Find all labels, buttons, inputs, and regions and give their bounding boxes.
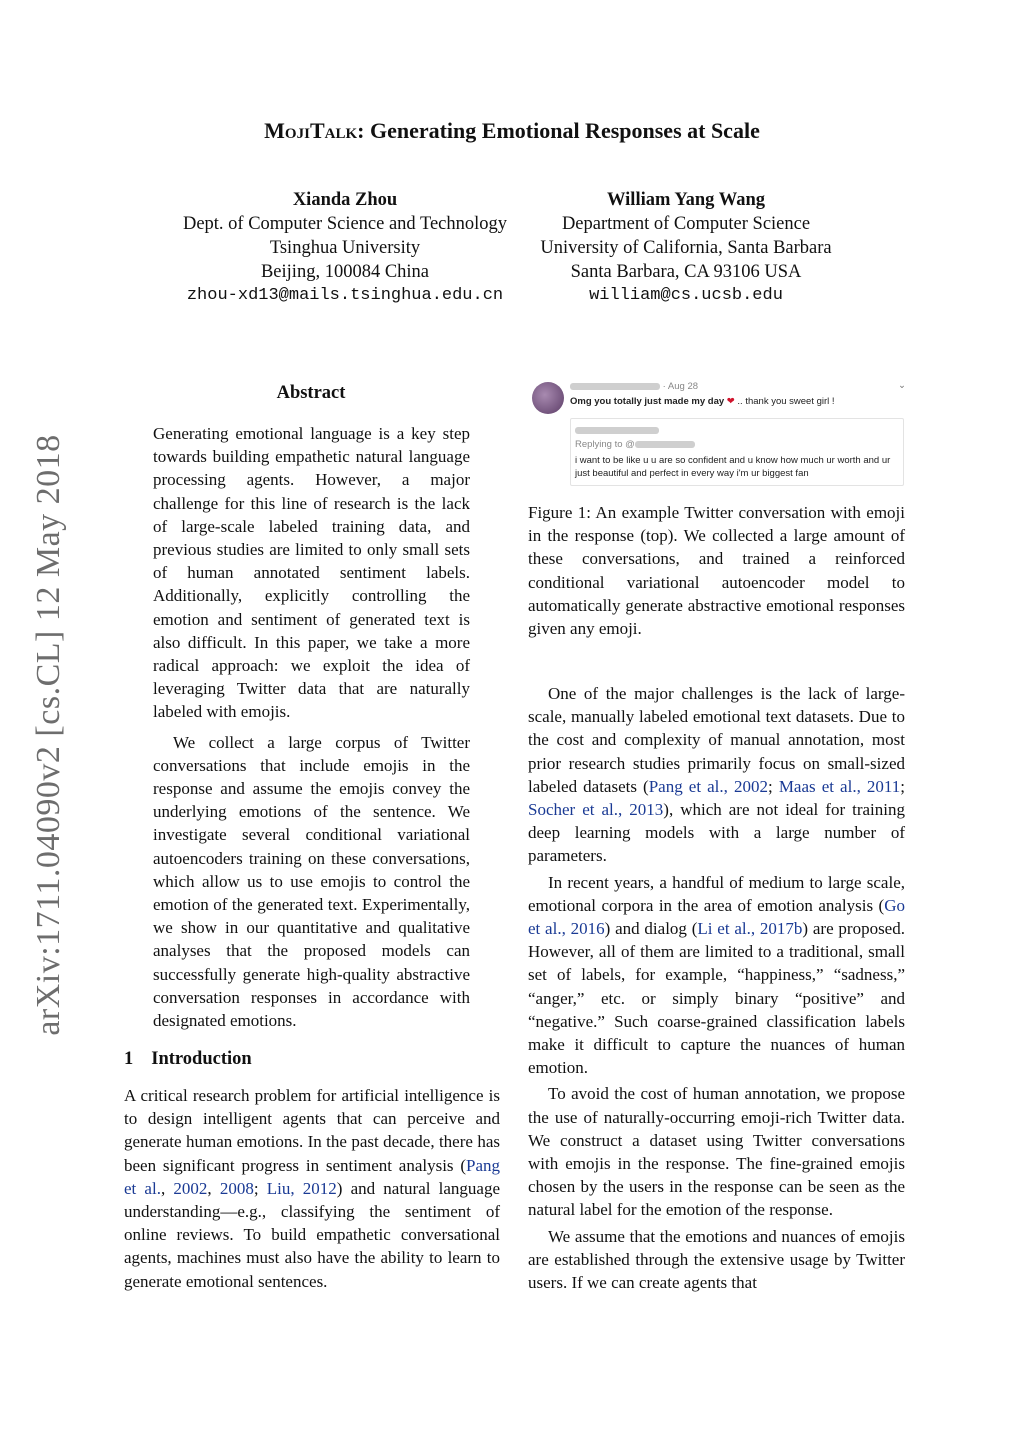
- title-prefix: MojiTalk: [264, 118, 358, 143]
- blurred-handle: [635, 441, 695, 448]
- text-run: ,: [207, 1178, 220, 1198]
- author-affiliation: University of California, Santa Barbara: [540, 238, 832, 258]
- body-paragraph: To avoid the cost of human annotation, we propose the use of naturally-occurring emoji-rich Twitter data. We construct a dataset using Twitter conversations with emojis in the response. The fine-grained emojis chosen by the users in the response can be seen as the natural label for the emotion of the response.: [528, 1084, 905, 1220]
- reply-box: [570, 418, 904, 486]
- citation-link[interactable]: Maas et al., 2011: [778, 776, 901, 796]
- chevron-down-icon: ⌄: [898, 380, 906, 391]
- arxiv-stamp: arXiv:1711.04090v2 [cs.CL] 12 May 2018: [30, 434, 67, 1036]
- avatar: [532, 382, 564, 414]
- text-run: A critical research problem for artificial intelligence is to design intelligent agents that can perceive and generate human emotions. In the past decade, there has been significant progress in sentiment analysis (: [124, 1086, 500, 1175]
- abstract-heading: Abstract: [276, 383, 346, 403]
- tweet-date: · Aug 28: [662, 381, 699, 392]
- figure-caption: Figure 1: An example Twitter conversation with emoji in the response (top). We collected a large amount of these conversations, and trained a reinforced conditional variational autoencoder model to automatically generate abstractive emotional responses given any emoji.: [528, 503, 905, 639]
- abstract-body: [153, 422, 470, 1032]
- author-affiliation: Department of Computer Science: [561, 214, 811, 234]
- blurred-username: [575, 427, 659, 434]
- body-paragraph: [528, 871, 905, 1080]
- tweet-text: [570, 396, 835, 407]
- text-run: One of the major challenges is the lack of large-scale, manually labeled emotional text datasets. Due to the cost and complexity of manual annotation, most prior research studies primarily focus on small-sized labeled datasets (: [528, 684, 905, 796]
- author-name: William Yang Wang: [607, 190, 765, 210]
- author-affiliation: Tsinghua University: [269, 238, 421, 258]
- author-affiliation: Dept. of Computer Science and Technology: [182, 214, 508, 234]
- intro-paragraph: [124, 1084, 500, 1293]
- replying-label: Replying to @: [575, 439, 635, 450]
- citation-link[interactable]: Go et al., 2016: [528, 895, 905, 939]
- tweet-header: [570, 381, 698, 392]
- section-title: Introduction: [151, 1049, 252, 1069]
- text-run: ) and natural language understanding—e.g., classifying the sentiment of online reviews. To build empathetic conversational agents, machines must also have the ability to learn to generate emotional sentences.: [124, 1178, 501, 1291]
- reply-line: just beautiful and perfect in every way i'm ur biggest fan: [575, 468, 809, 479]
- replying-to: [575, 439, 695, 450]
- abstract-paragraph: We collect a large corpus of Twitter conversations that include emojis in the response and assume the emojis convey the underlying emotions of the sentence. We investigate several conditional variational autoencoders training on these conversations, which allow us to use emojis to control the emotion of the generated text. Experimentally, we show in our quantitative and qualitative analyses that the proposed models can successfully generate high-quality abstractive conversation responses in accordance with designated emotions.: [153, 732, 470, 1031]
- text-run: ) are proposed. However, all of them are limited to a traditional, small set of labels, for example, “happiness,” “sadness,” “anger,” etc. or simply binary “positive” and “negative.” Such coarse-grained classification labels make it difficult to capture the nuances of human emotion.: [528, 919, 905, 1078]
- text-run: ;: [900, 776, 906, 796]
- section-number: 1: [124, 1049, 134, 1069]
- intro-section: [124, 1049, 500, 1293]
- right-column-body: [528, 682, 905, 1294]
- citation-link[interactable]: 2008: [219, 1178, 254, 1198]
- author-block-1: [150, 188, 540, 308]
- citation-link[interactable]: Socher et al., 2013: [528, 800, 664, 820]
- citation-link[interactable]: Liu, 2012: [266, 1178, 337, 1198]
- title-rest: : Generating Emotional Responses at Scale: [357, 118, 760, 143]
- text-run: ) and dialog (: [604, 919, 698, 939]
- blurred-username: [570, 383, 660, 390]
- text-run: ), which are not ideal for training deep learning models with a large number of parameters.: [528, 800, 906, 866]
- reply-header: [575, 425, 659, 436]
- text-run: In recent years, a handful of medium to large scale, emotional corpora in the area of emotion analysis (: [528, 872, 905, 915]
- author-email: zhou-xd13@mails.tsinghua.edu.cn: [186, 286, 504, 305]
- abstract-paragraph: Generating emotional language is a key step towards building empathetic natural language processing agents. However, a major challenge for this line of research is the lack of large-scale labeled training data, and previous studies are limited to only small sets of human annotated sentiment labels. Additionally, explicitly controlling the emotion and sentiment of generated text is also difficult. In this paper, we take a more radical approach: we exploit the idea of leveraging Twitter data that are naturally labeled with emojis.: [153, 424, 470, 722]
- tweet-text-after: .. thank you sweet girl !: [737, 396, 835, 407]
- author-email: william@cs.ucsb.edu: [589, 286, 783, 305]
- text-run: ;: [253, 1178, 267, 1198]
- tweet-text-main: Omg you totally just made my day: [570, 396, 725, 407]
- citation-link[interactable]: Pang et al.: [124, 1155, 500, 1198]
- author-name: Xianda Zhou: [292, 190, 398, 210]
- author-block-2: [516, 188, 856, 308]
- author-affiliation: Beijing, 100084 China: [260, 262, 430, 282]
- body-paragraph: We assume that the emotions and nuances of emojis are established through the extensive usage by Twitter users. If we can create agents that: [528, 1226, 905, 1293]
- citation-link[interactable]: Pang et al., 2002: [648, 776, 768, 796]
- citation-link[interactable]: 2002: [173, 1178, 208, 1198]
- section-heading: [124, 1049, 500, 1070]
- reply-line: i want to be like u u are so confident and u know how much ur worth and ur: [575, 455, 891, 466]
- text-run: ;: [768, 776, 779, 796]
- heart-emoji-icon: ❤: [726, 396, 735, 407]
- citation-link[interactable]: Li et al., 2017b: [697, 919, 803, 939]
- paper-title: [0, 118, 1024, 144]
- text-run: ,: [160, 1178, 174, 1198]
- figure-1-image: [528, 376, 908, 488]
- body-paragraph: [528, 682, 905, 868]
- author-affiliation: Santa Barbara, CA 93106 USA: [570, 262, 802, 282]
